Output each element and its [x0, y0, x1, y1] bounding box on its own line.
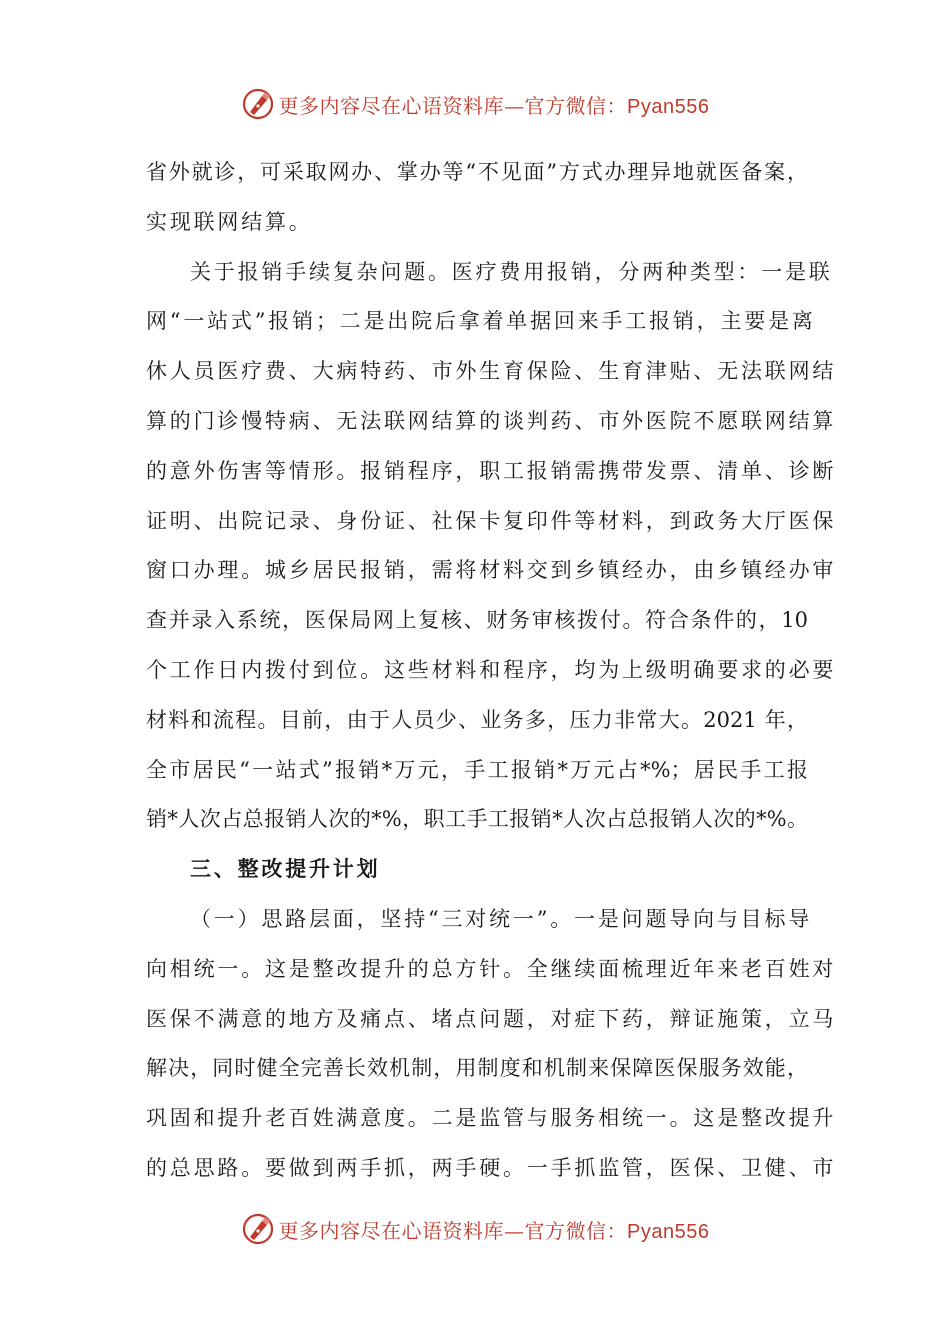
body-line: 算的门诊慢特病、无法联网结算的谈判药、市外医院不愿联网结算	[146, 408, 837, 433]
banner-text: 更多内容尽在心语资料库—官方微信：Pyan556	[278, 1218, 710, 1243]
body-line: 查并录入系统，医保局网上复核、财务审核拨付。符合条件的，10	[146, 608, 808, 633]
body-line: 窗口办理。城乡居民报销，需将材料交到乡镇经办，由乡镇经办审	[146, 558, 837, 583]
body-line: 实现联网结算。	[146, 209, 313, 234]
body-line: 全市居民“一站式”报销*万元，手工报销*万元占*%；居民手工报	[146, 757, 808, 782]
banner-wechat: Pyan556	[627, 95, 710, 118]
body-line: 的意外伤害等情形。报销程序，职工报销需携带发票、清单、诊断	[146, 458, 837, 483]
body-line: 证明、出院记录、身份证、社保卡复印件等材料，到政务大厅医保	[146, 508, 837, 533]
body-line: （一）思路层面，坚持“三对统一”。一是问题导向与目标导	[190, 906, 813, 931]
header-banner	[0, 84, 950, 124]
body-line: 关于报销手续复杂问题。医疗费用报销，分两种类型：一是联	[190, 259, 833, 284]
body-line: 解决，同时健全完善长效机制，用制度和机制来保障医保服务效能，	[146, 1056, 808, 1081]
pen-nib-logo-icon	[241, 1212, 275, 1246]
body-line: 个工作日内拨付到位。这些材料和程序，均为上级明确要求的必要	[146, 657, 837, 682]
body-line: 巩固和提升老百姓满意度。二是监管与服务相统一。这是整改提升	[146, 1106, 837, 1131]
body-line: 向相统一。这是整改提升的总方针。全继续面梳理近年来老百姓对	[146, 956, 837, 981]
body-line: 网“一站式”报销；二是出院后拿着单据回来手工报销，主要是离	[146, 309, 816, 334]
section-heading: 三、整改提升计划	[190, 857, 381, 882]
footer-banner	[0, 1209, 950, 1249]
body-line: 销*人次占总报销人次的*%，职工手工报销*人次占总报销人次的*%。	[146, 807, 808, 832]
body-line: 的总思路。要做到两手抓，两手硬。一手抓监管，医保、卫健、市	[146, 1155, 837, 1180]
banner-text: 更多内容尽在心语资料库—官方微信：Pyan556	[278, 93, 710, 118]
banner-wechat: Pyan556	[627, 1220, 710, 1243]
document-body	[146, 148, 837, 1194]
body-line: 材料和流程。目前，由于人员少、业务多，压力非常大。2021 年，	[146, 707, 808, 732]
pen-nib-logo-icon	[241, 87, 275, 121]
body-line: 省外就诊，可采取网办、掌办等“不见面”方式办理异地就医备案，	[146, 160, 808, 184]
body-line: 医保不满意的地方及痛点、堵点问题，对症下药，辩证施策，立马	[146, 1006, 837, 1031]
body-line: 休人员医疗费、大病特药、市外生育保险、生育津贴、无法联网结	[146, 359, 837, 384]
